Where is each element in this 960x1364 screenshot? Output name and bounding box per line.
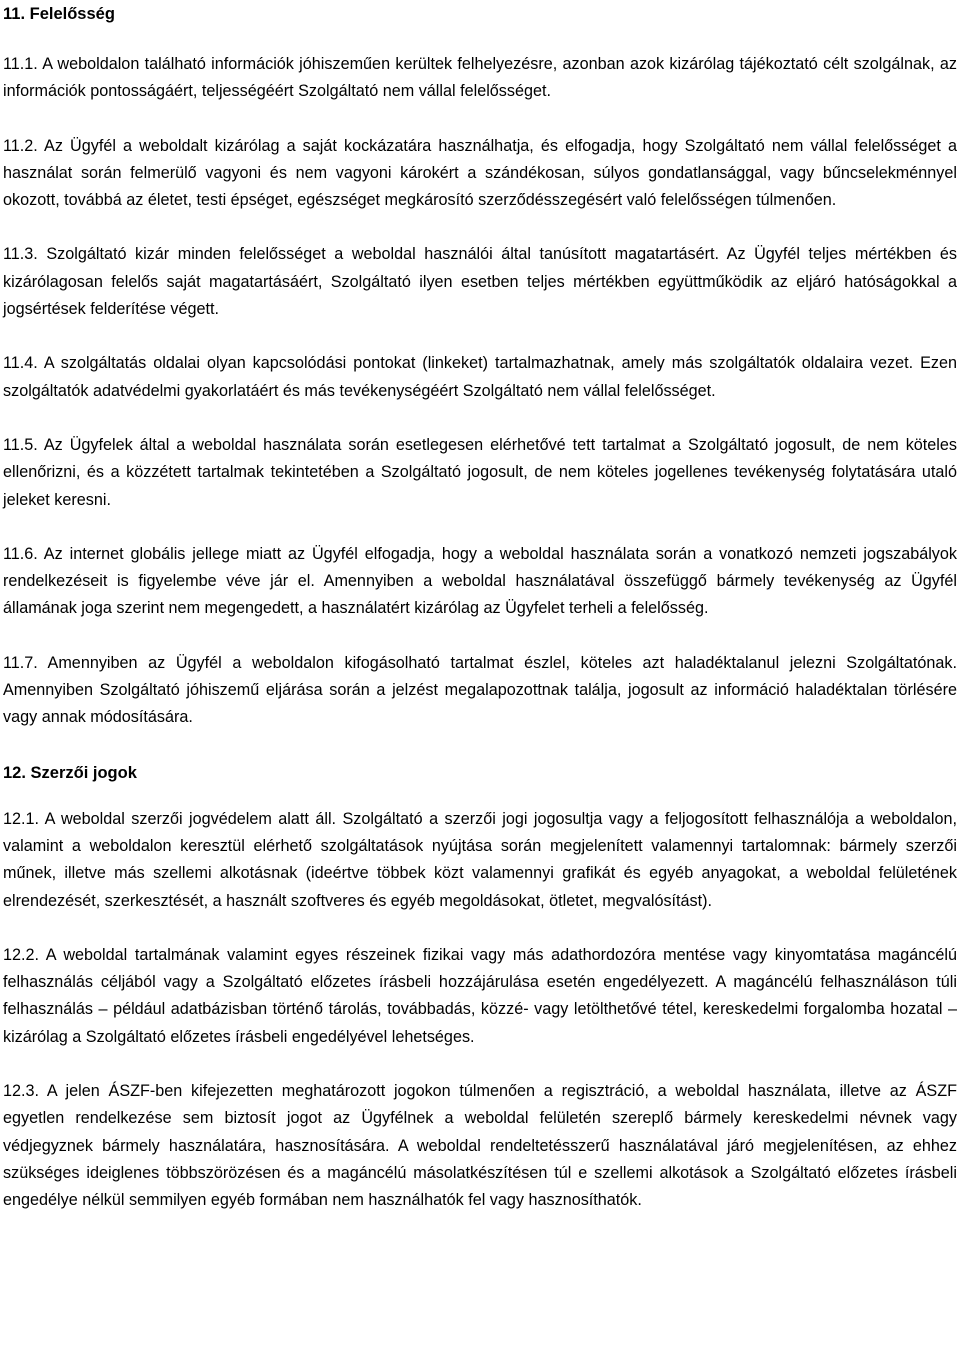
paragraph-11-7: 11.7. Amennyiben az Ügyfél a weboldalon kifogásolható tartalmat észlel, köteles azt haladéktalanul jelezni Szolgáltatónak. Amennyiben Szolgáltató jóhiszemű eljárása során a jelzést megalapozottnak találja, jogosult az információ haladéktalan törlésére vagy annak módosítására. bbox=[3, 653, 957, 727]
paragraph-12-1: 12.1. A weboldal szerzői jogvédelem alatt áll. Szolgáltató a szerzői jogi jogosultja vagy a feljogosított felhasználója a weboldalon, valamint a weboldalon keresztül elérhető szolgáltatások nyújtása során megjelenített valamennyi tartalomnak: bármely szerzői műnek, illetve más szellemi alkotásnak (ideértve többek közt valamennyi grafikát és egyéb anyagokat, a weboldal felületének elrendezését, szerkesztését, a használt szoftveres és egyéb megoldásokat, ötletet, megvalósítást). bbox=[3, 809, 957, 910]
section-heading: 11. Felelősség bbox=[3, 5, 115, 23]
paragraph-11-4: 11.4. A szolgáltatás oldalai olyan kapcsolódási pontokat (linkeket) tartalmazhatnak, amely más szolgáltatók oldalaira vezet. Ezen szolgáltatók adatvédelmi gyakorlatáért és más tevékenységéért Szolgáltató nem vállal felelősséget. bbox=[3, 354, 957, 400]
paragraph-11-1: 11.1. A weboldalon található információk jóhiszeműen kerültek felhelyezésre, azonban azok kizárólag tájékoztató célt szolgálnak, az információk pontosságáért, teljességéért Szolgáltató nem vállal felelősséget. bbox=[3, 55, 957, 101]
section-heading: 12. Szerzői jogok bbox=[3, 763, 137, 782]
paragraph-11-2: 11.2. Az Ügyfél a weboldalt kizárólag a saját kockázatára használhatja, és elfogadja, hogy Szolgáltató nem vállal felelősséget a használat során felmerülő vagyoni és nem vagyoni károkért a szándékosan, súlyos gondatlansággal, vagy bűncselekménnyel okozott, továbbá az életet, testi épséget, egészséget megkárosító szerződésszegésért való felelősségen túlmenően. bbox=[3, 136, 957, 210]
paragraph-11-3: 11.3. Szolgáltató kizár minden felelősséget a weboldal használói által tanúsított magatartásért. Az Ügyfél teljes mértékben és kizárólagosan felelős saját magatartásáért, Szolgáltató ilyen esetben teljes mértékben együttműködik az eljáró hatóságokkal a jogsértések felderítése végett. bbox=[3, 245, 957, 319]
paragraph-11-5: 11.5. Az Ügyfelek által a weboldal használata során esetlegesen elérhetővé tett tartalmat a Szolgáltató jogosult, de nem köteles ellenőrizni, és a közzétett tartalmak tekintetében a Szolgáltató jogosult, de nem köteles jogellenes tevékenység folytatására utaló jeleket keresni. bbox=[3, 435, 957, 509]
paragraph-11-6: 11.6. Az internet globális jellege miatt az Ügyfél elfogadja, hogy a weboldal használata során a vonatkozó nemzeti jogszabályok rendelkezéseit is figyelembe véve jár el. Amennyiben a weboldal használatával összefüggő bármely tevékenység az Ügyfél államának joga szerint nem megengedett, a használatért kizárólag az Ügyfelet terheli a felelősség. bbox=[3, 544, 957, 618]
section-szerzoi-jogok bbox=[3, 759, 957, 1215]
document-page bbox=[3, 0, 957, 1242]
paragraph-12-3: 12.3. A jelen ÁSZF-ben kifejezetten meghatározott jogokon túlmenően a regisztráció, a weboldal használata, illetve az ÁSZF egyetlen rendelkezése sem biztosít jogot az Ügyfélnek a weboldal felületén szereplő bármely kereskedelmi névnek vagy védjegyznek bármely használatára, hasznosítására. A weboldal rendeltetésszerű használatával járó megjelenítésen, az ehhez szükséges ideiglenes többszörözésen és a magáncélú másolatkészítésen túl e szellemi alkotások a Szolgáltató előzetes írásbeli engedélye nélkül semmilyen egyéb formában nem használhatók fel vagy hasznosíthatók. bbox=[3, 1082, 957, 1210]
paragraph-12-2: 12.2. A weboldal tartalmának valamint egyes részeinek fizikai vagy más adathordozóra mentése vagy kinyomtatása magáncélú felhasználás céljából vagy a Szolgáltató előzetes írásbeli hozzájárulása esetén engedélyezett. A magáncélú felhasználáson túli felhasználás – például adatbázisban történő tárolás, továbbadás, közzé- vagy letölthetővé tétel, kereskedelmi forgalomba hozatal – kizárólag a Szolgáltató előzetes írásbeli engedélyével lehetséges. bbox=[3, 945, 957, 1046]
section-felelosseg bbox=[3, 0, 957, 732]
